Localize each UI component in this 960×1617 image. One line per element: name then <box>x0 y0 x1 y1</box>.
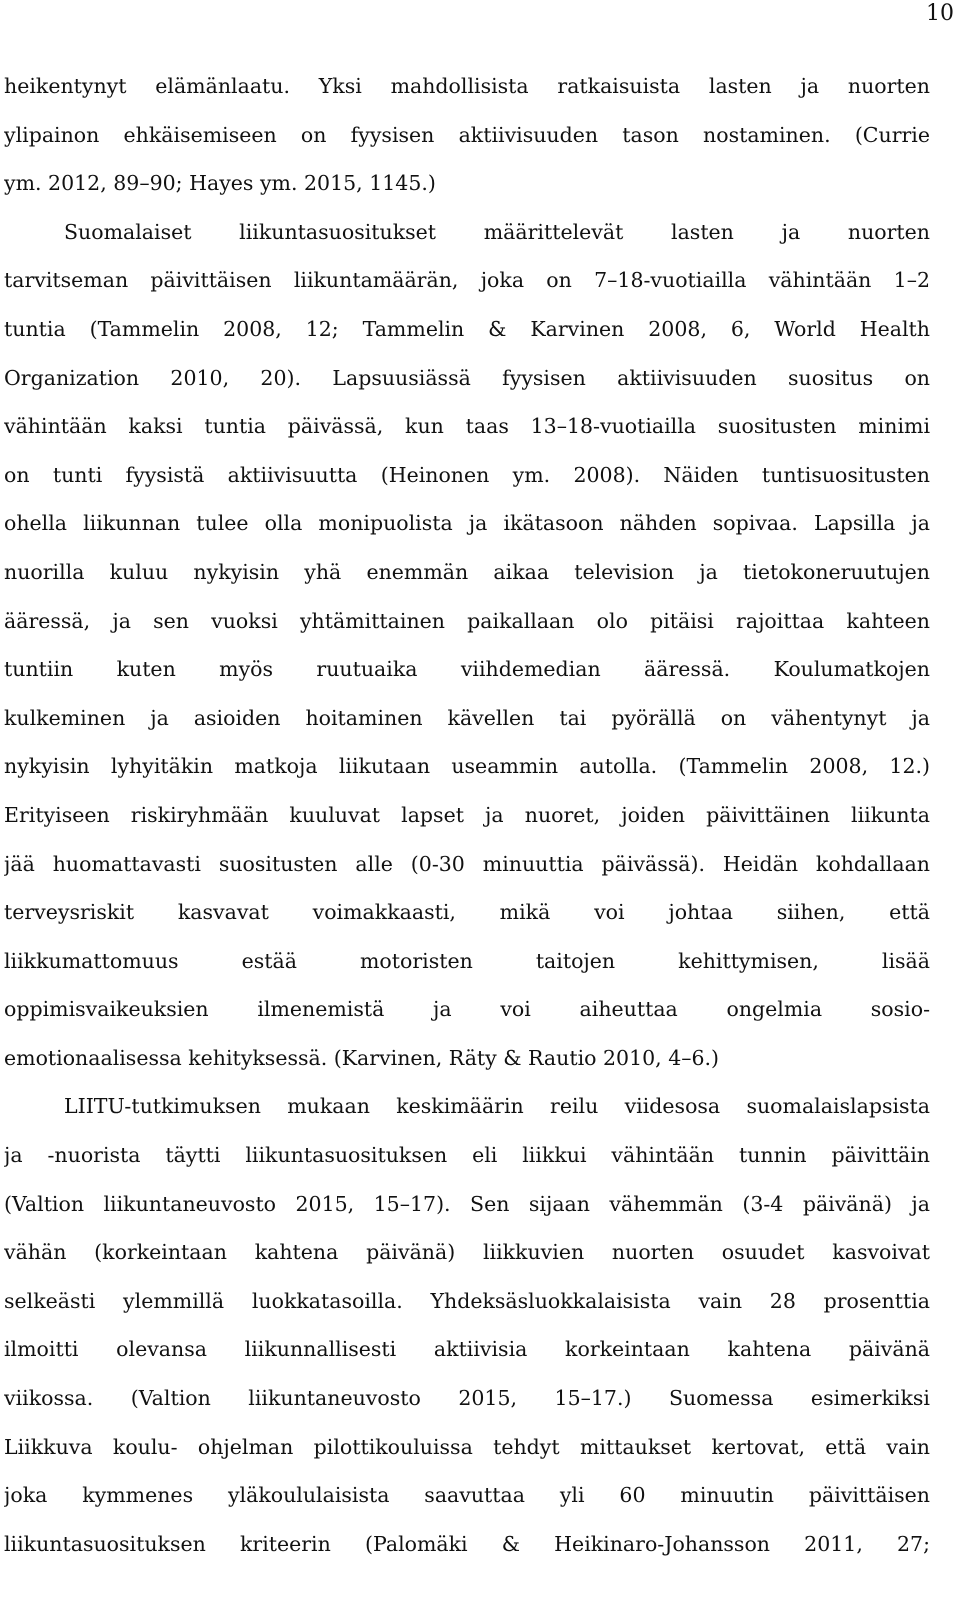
text-line: nykyisin lyhyitäkin matkoja liikutaan useammin autolla. (Tammelin 2008, 12.) <box>4 754 930 779</box>
text-line: tuntia (Tammelin 2008, 12; Tammelin & Karvinen 2008, 6, World Health <box>4 316 930 341</box>
text-line: liikuntasuosituksen kriteerin (Palomäki & Heikinaro-Johansson 2011, 27; <box>4 1531 930 1556</box>
text-line: (Valtion liikuntaneuvosto 2015, 15–17). Sen sijaan vähemmän (3-4 päivänä) ja <box>4 1191 930 1216</box>
text-line: vähän (korkeintaan kahtena päivänä) liikkuvien nuorten osuudet kasvoivat <box>4 1240 930 1265</box>
text-line: emotionaalisessa kehityksessä. (Karvinen, Räty & Rautio 2010, 4–6.) <box>4 1045 720 1070</box>
text-line: ja -nuorista täytti liikuntasuosituksen eli liikkui vähintään tunnin päivittäin <box>4 1143 930 1168</box>
text-line: Erityiseen riskiryhmään kuuluvat lapset ja nuoret, joiden päivittäinen liikunta <box>4 802 930 827</box>
text-line: ym. 2012, 89–90; Hayes ym. 2015, 1145.) <box>4 171 436 196</box>
text-line: tarvitseman päivittäisen liikuntamäärän, joka on 7–18-vuotiailla vähintään 1–2 <box>4 268 930 293</box>
text-line: nuorilla kuluu nykyisin yhä enemmän aikaa television ja tietokoneruutujen <box>4 559 930 584</box>
text-line: ilmoitti olevansa liikunnallisesti aktiivisia korkeintaan kahtena päivänä <box>4 1337 930 1362</box>
text-line: oppimisvaikeuksien ilmenemistä ja voi aiheuttaa ongelmia sosio- <box>4 997 930 1022</box>
text-line: tuntiin kuten myös ruutuaika viihdemedian ääressä. Koulumatkojen <box>4 657 930 682</box>
text-line: vähintään kaksi tuntia päivässä, kun taas 13–18-vuotiailla suositusten minimi <box>4 414 930 439</box>
text-line: on tunti fyysistä aktiivisuutta (Heinonen ym. 2008). Näiden tuntisuositusten <box>4 462 930 487</box>
text-line: ääressä, ja sen vuoksi yhtämittainen paikallaan olo pitäisi rajoittaa kahteen <box>4 608 930 633</box>
text-line: heikentynyt elämänlaatu. Yksi mahdollisista ratkaisuista lasten ja nuorten <box>4 74 930 98</box>
text-line: selkeästi ylemmillä luokkatasoilla. Yhdeksäsluokkalaisista vain 28 prosenttia <box>4 1288 930 1313</box>
text-line: Liikkuva koulu- ohjelman pilottikouluissa tehdyt mittaukset kertovat, että vain <box>4 1434 930 1459</box>
text-line: ohella liikunnan tulee olla monipuolista ja ikätasoon nähden sopivaa. Lapsilla ja <box>4 511 930 536</box>
text-line: jää huomattavasti suositusten alle (0-30 minuuttia päivässä). Heidän kohdallaan <box>4 851 930 876</box>
text-line: joka kymmenes yläkoululaisista saavuttaa yli 60 minuutin päivittäisen <box>4 1483 930 1508</box>
text-line: ylipainon ehkäisemiseen on fyysisen aktiivisuuden tason nostaminen. (Currie <box>4 122 930 147</box>
text-line: LIITU-tutkimuksen mukaan keskimäärin reilu viidesosa suomalaislapsista <box>64 1094 930 1119</box>
text-line: viikossa. (Valtion liikuntaneuvosto 2015, 15–17.) Suomessa esimerkiksi <box>4 1386 930 1411</box>
page-number: 10 <box>926 1 954 26</box>
text-line: liikkumattomuus estää motoristen taitojen kehittymisen, lisää <box>4 948 930 973</box>
text-line: Suomalaiset liikuntasuositukset määrittelevät lasten ja nuorten <box>64 219 930 244</box>
text-line: terveysriskit kasvavat voimakkaasti, mikä voi johtaa siihen, että <box>4 900 930 925</box>
document-body <box>4 62 930 1568</box>
text-line: kulkeminen ja asioiden hoitaminen kävellen tai pyörällä on vähentynyt ja <box>4 705 930 730</box>
text-line: Organization 2010, 20). Lapsuusiässä fyysisen aktiivisuuden suositus on <box>4 365 930 390</box>
